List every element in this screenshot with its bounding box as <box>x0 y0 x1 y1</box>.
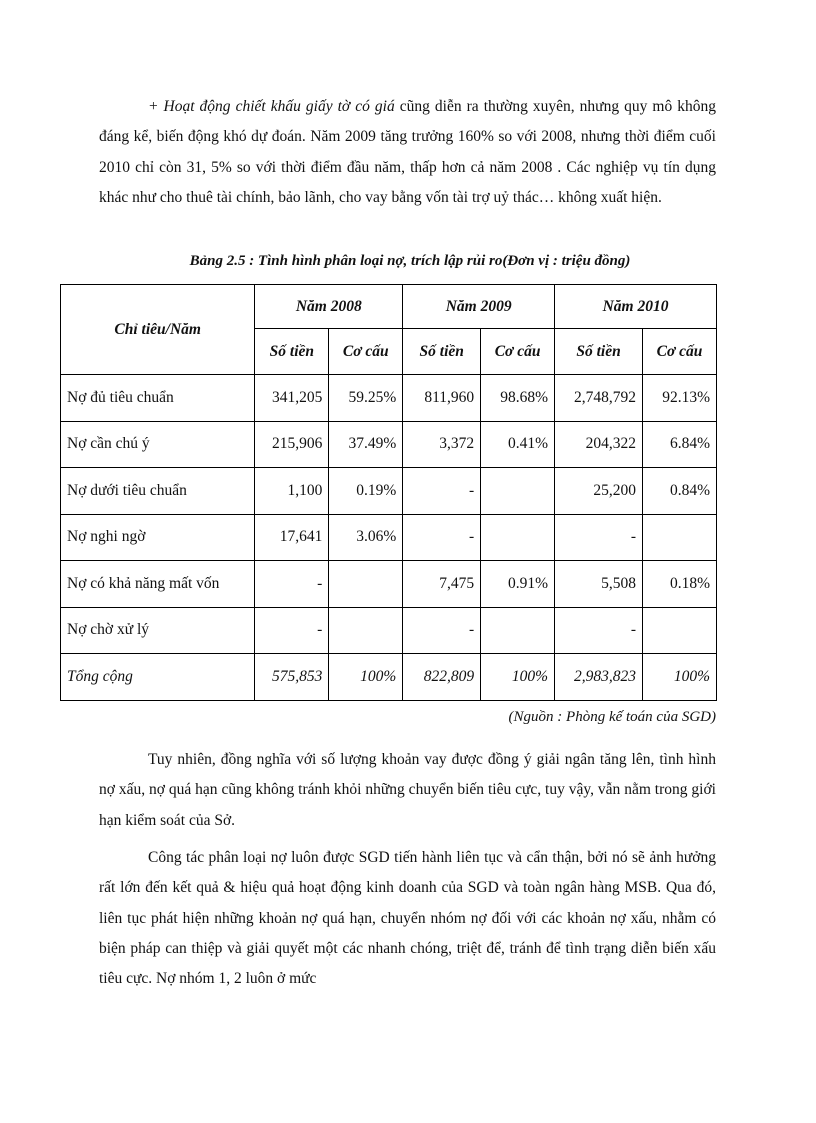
cell-structure <box>481 514 555 561</box>
paragraph-debt-classification <box>99 843 716 994</box>
paragraph-body: Tuy nhiên, đồng nghĩa với số lượng khoản vay được đồng ý giải ngân tăng lên, tình hình nợ xấu, nợ quá hạn cũng không tránh khỏi những chuyển biến tiêu cực, tuy vậy, vẫn nằm trong giới hạn kiểm soát của Sở. <box>99 751 716 829</box>
header-year-2009: Năm 2009 <box>403 285 555 329</box>
cell-amount: - <box>555 607 643 654</box>
row-label: Nợ dưới tiêu chuẩn <box>61 468 255 515</box>
cell-amount: 2,748,792 <box>555 375 643 422</box>
cell-structure: 0.91% <box>481 561 555 608</box>
header-indicator-year: Chỉ tiêu/Năm <box>61 285 255 375</box>
cell-amount: - <box>403 468 481 515</box>
paragraph-bad-debt <box>99 745 716 836</box>
header-year-2010: Năm 2010 <box>555 285 717 329</box>
cell-structure: 59.25% <box>329 375 403 422</box>
row-label: Nợ cần chú ý <box>61 421 255 468</box>
cell-structure: 0.41% <box>481 421 555 468</box>
total-amount: 2,983,823 <box>555 654 643 701</box>
cell-amount: 341,205 <box>255 375 329 422</box>
total-structure: 100% <box>481 654 555 701</box>
cell-structure <box>329 607 403 654</box>
row-label: Nợ đủ tiêu chuẩn <box>61 375 255 422</box>
cell-structure <box>329 561 403 608</box>
cell-amount: 7,475 <box>403 561 481 608</box>
cell-amount: 1,100 <box>255 468 329 515</box>
paragraph-body: Công tác phân loại nợ luôn được SGD tiến hành liên tục và cẩn thận, bởi nó sẽ ảnh hưởng rất lớn đến kết quả & hiệu quả hoạt động kinh doanh của SGD và toàn ngân hàng MSB. Qua đó, liên tục phát hiện những khoản nợ quá hạn, chuyển nhóm nợ đối với các khoản nợ xấu, nhằm có biện pháp can thiệp và giải quyết một các nhanh chóng, triệt để, tránh để tình trạng diễn biến xấu tiêu cực. Nợ nhóm 1, 2 luôn ở mức <box>99 849 716 988</box>
row-label: Nợ nghi ngờ <box>61 514 255 561</box>
total-structure: 100% <box>329 654 403 701</box>
cell-structure <box>643 607 717 654</box>
cell-amount: 811,960 <box>403 375 481 422</box>
header-year-2008: Năm 2008 <box>255 285 403 329</box>
cell-amount: - <box>403 514 481 561</box>
cell-structure <box>481 607 555 654</box>
subheader-amount: Số tiền <box>403 329 481 375</box>
table-row <box>61 421 717 468</box>
cell-amount: 215,906 <box>255 421 329 468</box>
cell-structure: 0.84% <box>643 468 717 515</box>
subheader-amount: Số tiền <box>255 329 329 375</box>
cell-structure: 37.49% <box>329 421 403 468</box>
table-row <box>61 375 717 422</box>
cell-structure: 0.18% <box>643 561 717 608</box>
cell-amount: 3,372 <box>403 421 481 468</box>
subheader-structure: Cơ cấu <box>643 329 717 375</box>
subheader-structure: Cơ cấu <box>329 329 403 375</box>
cell-structure: 3.06% <box>329 514 403 561</box>
cell-structure: 92.13% <box>643 375 717 422</box>
table-row <box>61 468 717 515</box>
table-row <box>61 607 717 654</box>
paragraph-lead-italic: + Hoạt động chiết khấu giấy tờ có giá <box>148 98 395 115</box>
cell-amount: - <box>403 607 481 654</box>
cell-structure: 6.84% <box>643 421 717 468</box>
subheader-structure: Cơ cấu <box>481 329 555 375</box>
row-label: Nợ có khả năng mất vốn <box>61 561 255 608</box>
debt-classification-table <box>60 284 717 701</box>
total-label: Tổng cộng <box>61 654 255 701</box>
row-label: Nợ chờ xử lý <box>61 607 255 654</box>
cell-structure: 98.68% <box>481 375 555 422</box>
cell-amount: 204,322 <box>555 421 643 468</box>
cell-amount: - <box>255 607 329 654</box>
cell-structure: 0.19% <box>329 468 403 515</box>
cell-amount: - <box>255 561 329 608</box>
table-source-note: (Nguồn : Phòng kế toán của SGD) <box>508 709 716 725</box>
table-total-row <box>61 654 717 701</box>
cell-amount: 25,200 <box>555 468 643 515</box>
cell-structure <box>481 468 555 515</box>
cell-amount: 5,508 <box>555 561 643 608</box>
table-row <box>61 514 717 561</box>
total-amount: 822,809 <box>403 654 481 701</box>
paragraph-discount-activities <box>99 92 716 213</box>
cell-amount: - <box>555 514 643 561</box>
cell-structure <box>643 514 717 561</box>
cell-amount: 17,641 <box>255 514 329 561</box>
total-structure: 100% <box>643 654 717 701</box>
total-amount: 575,853 <box>255 654 329 701</box>
table-caption: Bảng 2.5 : Tình hình phân loại nợ, trích lập rủi ro(Đơn vị : triệu đồng) <box>189 253 631 269</box>
table-row <box>61 561 717 608</box>
paragraph-body: cũng diễn ra thường xuyên, nhưng quy mô không đáng kể, biến động khó dự đoán. Năm 2009 tăng trưởng 160% so với 2008, nhưng thời điểm cuối 2010 chỉ còn 31, 5% so với thời điểm đầu năm, thấp hơn cả năm 2008 . Các nghiệp vụ tín dụng khác như cho thuê tài chính, bảo lãnh, cho vay bằng vốn tài trợ uỷ thác… không xuất hiện. <box>99 98 716 206</box>
subheader-amount: Số tiền <box>555 329 643 375</box>
